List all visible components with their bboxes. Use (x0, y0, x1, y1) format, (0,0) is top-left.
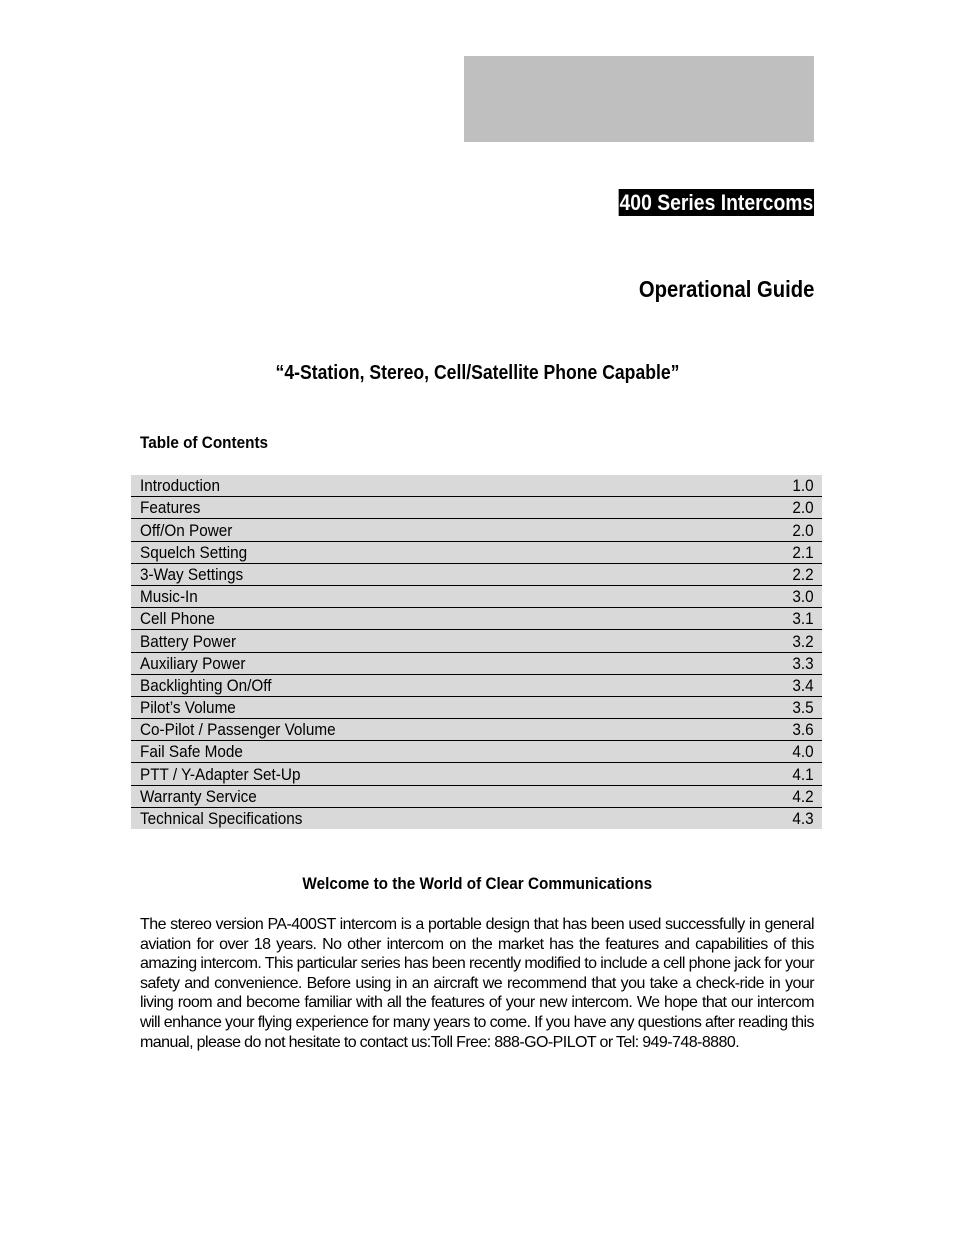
toc-row (131, 519, 822, 541)
welcome-heading (0, 873, 954, 894)
toc-item-section: 3.4 (792, 675, 814, 695)
toc-item-label: Cell Phone (140, 609, 215, 629)
subtitle (0, 361, 954, 385)
toc-item-section: 3.5 (792, 698, 814, 718)
toc-item-section: 4.3 (792, 809, 814, 828)
guide-title: Operational Guide (638, 276, 814, 302)
toc-item-section: 3.0 (792, 587, 814, 607)
toc-row (131, 697, 822, 719)
toc-item-label: Features (140, 498, 201, 518)
header-placeholder-block (464, 56, 814, 142)
toc-row (131, 719, 822, 741)
toc-item-label: Pilot’s Volume (140, 698, 236, 718)
toc-item-section: 4.2 (792, 786, 814, 806)
toc-row (131, 653, 822, 675)
toc-row (131, 564, 822, 586)
toc-item-section: 3.3 (792, 653, 814, 673)
toc-row (131, 741, 822, 763)
toc-item-label: Music-In (140, 587, 198, 607)
welcome-heading-text: Welcome to the World of Clear Communications (302, 874, 652, 893)
toc-item-section: 4.1 (792, 764, 814, 784)
toc-item-label: Squelch Setting (140, 542, 248, 562)
toc-item-section: 1.0 (792, 476, 814, 496)
toc-item-label: Battery Power (140, 631, 237, 651)
toc-item-label: Fail Safe Mode (140, 742, 243, 762)
toc-item-section: 2.0 (792, 520, 814, 540)
toc-item-label: Backlighting On/Off (140, 675, 272, 695)
toc-item-label: 3-Way Settings (140, 564, 244, 584)
toc-item-section: 3.6 (792, 720, 814, 740)
toc-item-section: 2.2 (792, 564, 814, 584)
toc-item-section: 2.0 (792, 498, 814, 518)
toc-row (131, 542, 822, 564)
toc-row (131, 808, 822, 829)
toc-item-label: Auxiliary Power (140, 653, 246, 673)
table-of-contents (131, 475, 822, 829)
toc-item-section: 4.0 (792, 742, 814, 762)
toc-row (131, 630, 822, 652)
toc-item-section: 3.1 (792, 609, 814, 629)
toc-row (131, 497, 822, 519)
toc-row (131, 586, 822, 608)
welcome-body: The stereo version PA-400ST intercom is a portable design that has been used successfully in general aviation for over 18 years. No other intercom on the market has the features and capabilities of this amazing intercom. This particular series has been recently modified to include a cell phone jack for your safety and convenience. Before using in an aircraft we recommend that you take a check-ride in your living room and become familiar with all the features of your new intercom. We hope that our intercom will enhance your flying experience for many years to come. If you have any questions after reading this manual, please do not hesitate to contact us:Toll Free: 888-GO-PILOT or Tel: 949-748-8880. (140, 916, 814, 1051)
toc-row (131, 675, 822, 697)
subtitle-text: “4-Station, Stereo, Cell/Satellite Phone Capable” (275, 362, 679, 384)
series-title: 400 Series Intercoms (619, 190, 814, 215)
toc-item-label: Co-Pilot / Passenger Volume (140, 720, 336, 740)
toc-item-label: Warranty Service (140, 786, 257, 806)
toc-item-label: Off/On Power (140, 520, 233, 540)
toc-item-label: Technical Specifications (140, 809, 303, 828)
toc-row (131, 763, 822, 785)
toc-row (131, 608, 822, 630)
toc-item-section: 3.2 (792, 631, 814, 651)
toc-row (131, 475, 822, 497)
toc-row (131, 786, 822, 808)
toc-item-label: PTT / Y-Adapter Set-Up (140, 764, 301, 784)
toc-heading: Table of Contents (140, 433, 269, 452)
toc-item-label: Introduction (140, 476, 220, 496)
toc-item-section: 2.1 (792, 542, 814, 562)
